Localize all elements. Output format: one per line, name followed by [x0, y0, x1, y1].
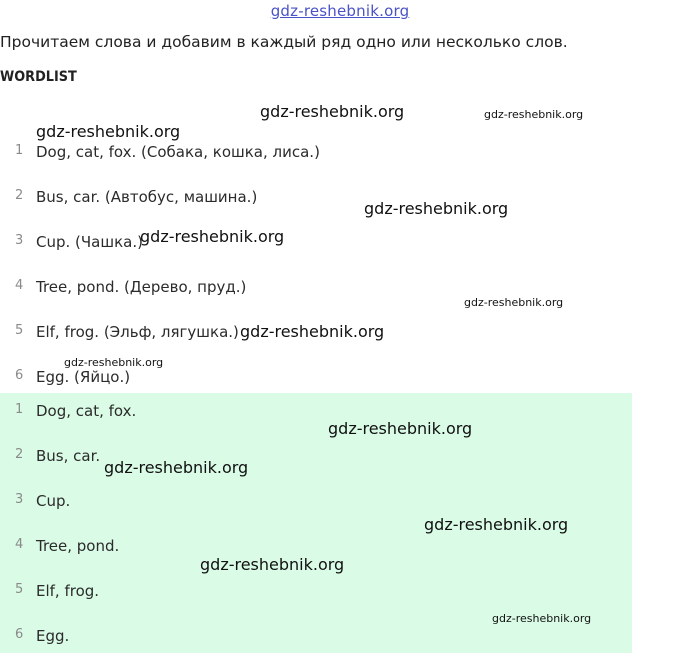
- item-text: Elf, frog.: [36, 582, 100, 600]
- watermark: gdz-reshebnik.org: [364, 199, 509, 218]
- watermark: gdz-reshebnik.org: [200, 555, 345, 574]
- watermark: gdz-reshebnik.org: [36, 122, 181, 141]
- item-text: Elf, frog. (Эльф, лягушка.): [36, 323, 239, 341]
- item-text: Egg.: [36, 627, 70, 645]
- item-number: 4: [15, 537, 24, 552]
- item-text: Bus, car. (Автобус, машина.): [36, 188, 258, 206]
- item-number: 1: [15, 402, 24, 417]
- watermark: gdz-reshebnik.org: [240, 322, 385, 341]
- item-number: 2: [15, 447, 24, 462]
- item-text: Cup.: [36, 492, 71, 510]
- item-number: 4: [15, 278, 24, 293]
- list-item: [0, 618, 632, 663]
- item-text: Cup. (Чашка.): [36, 233, 143, 251]
- list-item: [0, 393, 632, 438]
- list-item: [0, 573, 632, 618]
- watermark: gdz-reshebnik.org: [64, 356, 164, 369]
- list-item: [0, 129, 632, 174]
- watermark: gdz-reshebnik.org: [424, 515, 569, 534]
- item-text: Dog, cat, fox. (Собака, кошка, лиса.): [36, 143, 320, 161]
- watermark: gdz-reshebnik.org: [492, 612, 592, 625]
- task-instruction: Прочитаем слова и добавим в каждый ряд одно или несколько слов.: [0, 33, 568, 51]
- item-number: 5: [15, 323, 24, 338]
- item-text: Bus, car.: [36, 447, 101, 465]
- list-item: [0, 438, 632, 483]
- list-item: [0, 309, 632, 354]
- item-text: Tree, pond.: [36, 537, 120, 555]
- watermark: gdz-reshebnik.org: [104, 458, 249, 477]
- list-item: [0, 174, 632, 219]
- section-title: WORDLIST: [0, 69, 77, 85]
- item-text: Tree, pond. (Дерево, пруд.): [36, 278, 247, 296]
- item-number: 6: [15, 368, 24, 383]
- item-number: 5: [15, 582, 24, 597]
- watermark: gdz-reshebnik.org: [484, 108, 584, 121]
- list-item: [0, 483, 632, 528]
- item-number: 3: [15, 492, 24, 507]
- item-number: 3: [15, 233, 24, 248]
- watermark: gdz-reshebnik.org: [328, 419, 473, 438]
- watermark: gdz-reshebnik.org: [464, 296, 564, 309]
- list-item: [0, 219, 632, 264]
- item-number: 2: [15, 188, 24, 203]
- original-word-list: [0, 129, 632, 399]
- item-number: 1: [15, 143, 24, 158]
- list-item: [0, 528, 632, 573]
- watermark: gdz-reshebnik.org: [140, 227, 285, 246]
- site-header-link[interactable]: gdz-reshebnik.org: [270, 2, 410, 20]
- item-text: Dog, cat, fox.: [36, 402, 137, 420]
- item-text: Egg. (Яйцо.): [36, 368, 131, 386]
- answer-word-list: [0, 393, 632, 653]
- list-item: [0, 264, 632, 309]
- item-number: 6: [15, 627, 24, 642]
- watermark: gdz-reshebnik.org: [260, 102, 405, 121]
